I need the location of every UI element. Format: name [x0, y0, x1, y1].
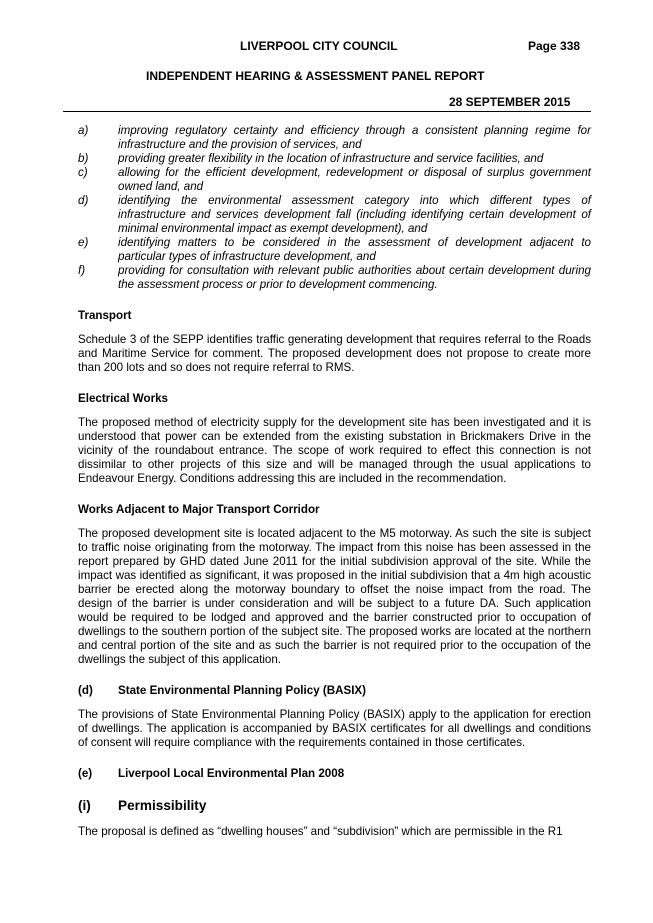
list-item: [78, 264, 591, 292]
section-title: Permissibility: [118, 798, 207, 813]
electrical-heading: Electrical Works: [78, 392, 169, 405]
list-item: [78, 124, 591, 152]
list-item-label: a): [78, 124, 89, 137]
list-item: [78, 166, 591, 194]
section-number: (e): [78, 767, 93, 780]
report-date: 28 SEPTEMBER 2015: [449, 95, 571, 109]
list-item-text: identifying the environmental assessment category into which different types of infrastructure and services development fall (including identifying certain development of minimal environmental impact as exempt development), and: [118, 194, 591, 235]
electrical-paragraph: The proposed method of electricity supply for the development site has been investigated and it is understood that power can be extended from the existing substation in Brickmakers Drive in the vicinity of the roundabout entrance. The scope of work required to effect this connection is not dissimilar to other projects of this size and will be managed through the usual applications to Endeavour Energy. Conditions addressing this are included in the recommendation.: [78, 416, 591, 485]
list-item-text: improving regulatory certainty and efficiency through a consistent planning regime for infrastructure and the provision of services, and: [118, 124, 591, 151]
list-item-text: identifying matters to be considered in the assessment of development adjacent to particular types of infrastructure development, and: [118, 236, 591, 263]
list-item-text: providing greater flexibility in the location of infrastructure and service facilities, and: [118, 152, 544, 165]
council-name: LIVERPOOL CITY COUNCIL: [240, 39, 398, 53]
list-item-label: b): [78, 152, 89, 165]
list-item: [78, 152, 591, 166]
section-number: (d): [78, 684, 93, 697]
list-item: [78, 194, 591, 236]
transport-heading: Transport: [78, 309, 132, 322]
list-item-text: allowing for the efficient development, redevelopment or disposal of surplus government owned land, and: [118, 166, 591, 193]
list-item-label: d): [78, 194, 89, 207]
section-number: (i): [78, 798, 91, 813]
lep-heading: [78, 767, 591, 781]
transport-paragraph: Schedule 3 of the SEPP identifies traffic generating development that requires referral to the Roads and Maritime Service for comment. The proposed development does not propose to create more than 200 lots and so does not require referral to RMS.: [78, 333, 591, 374]
basix-paragraph: The provisions of State Environmental Planning Policy (BASIX) apply to the application for erection of dwellings. The application is accompanied by BASIX certificates for all dwellings and conditions of consent will require compliance with the requirements contained in those certificates.: [78, 708, 591, 749]
section-title: Liverpool Local Environmental Plan 2008: [118, 767, 345, 780]
page-number: Page 338: [528, 39, 581, 53]
section-title: State Environmental Planning Policy (BASIX): [118, 684, 367, 697]
list-item-label: c): [78, 166, 88, 179]
report-body: [78, 124, 591, 839]
permissibility-paragraph: The proposal is defined as “dwelling houses” and “subdivision” which are permissible in the R1: [78, 825, 563, 838]
report-title: INDEPENDENT HEARING & ASSESSMENT PANEL REPORT: [146, 69, 485, 83]
list-item-label: e): [78, 236, 89, 249]
list-item-label: f): [78, 264, 86, 277]
basix-heading: [78, 684, 591, 698]
list-item: [78, 236, 591, 264]
list-item-text: providing for consultation with relevant public authorities about certain development during the assessment process or prior to development commencing.: [118, 264, 591, 291]
criteria-list: [78, 124, 591, 292]
corridor-heading: Works Adjacent to Major Transport Corridor: [78, 503, 320, 516]
header-divider: [63, 111, 591, 112]
permissibility-heading: [78, 799, 591, 813]
corridor-paragraph: The proposed development site is located adjacent to the M5 motorway. As such the site is subject to traffic noise originating from the motorway. The impact from this noise has been assessed in the report prepared by GHD dated June 2011 for the initial subdivision approval of the site. While the impact was identified as significant, it was proposed in the initial subdivision that a 4m high acoustic barrier be erected along the motorway boundary to offset the noise impact from the road. The design of the barrier is under consideration and will be subject to a future DA. Such application would be required to be lodged and approved and the barrier constructed prior to occupation of dwellings to the southern portion of the subject site. The proposed works are located at the northern and central portion of the site and as such the barrier is not required prior to the occupation of the dwellings the subject of this application.: [78, 527, 591, 666]
